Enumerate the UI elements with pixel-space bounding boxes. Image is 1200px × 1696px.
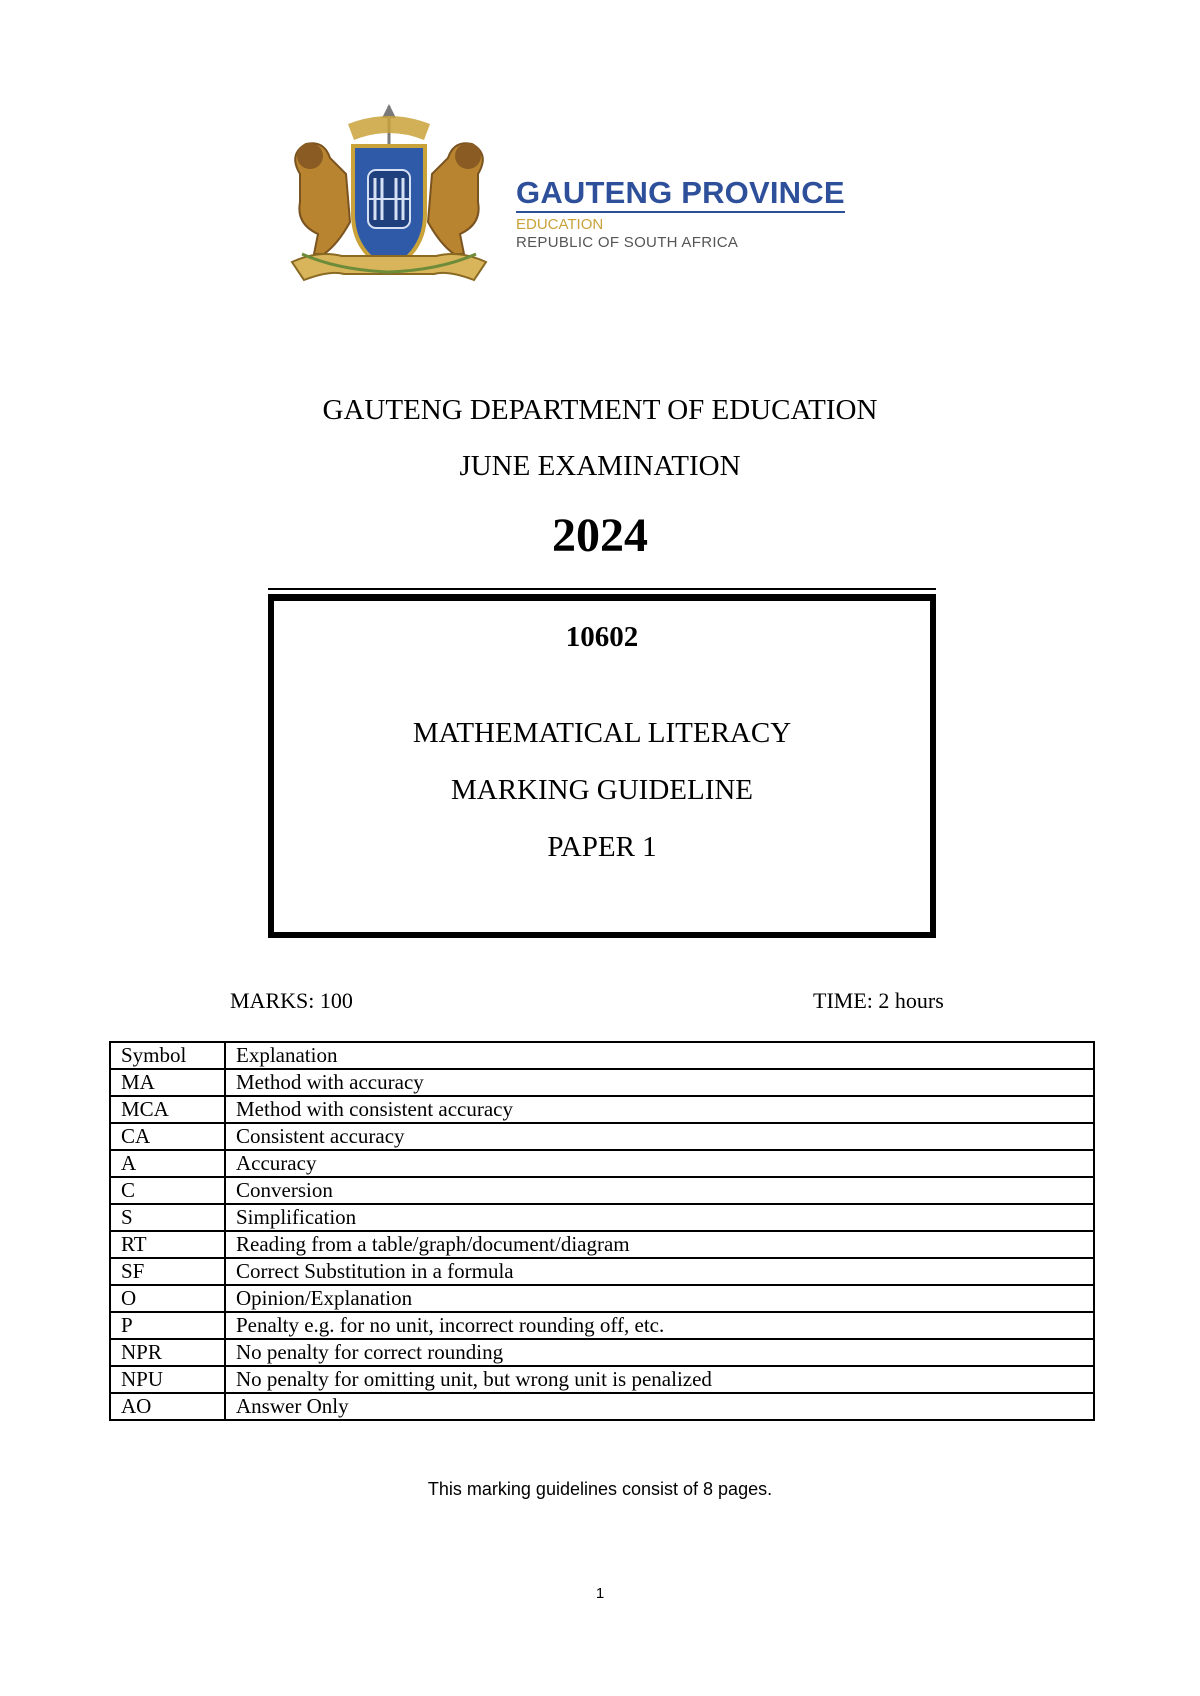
table-row [110,1339,1094,1366]
gauteng-education-logo [278,104,888,290]
page-number: 1 [595,1585,605,1602]
table-row [110,1177,1094,1204]
table-row [110,1204,1094,1231]
symbol-cell: NPU [110,1366,225,1393]
coat-of-arms-icon [278,104,508,290]
table-row [110,1150,1094,1177]
page-count-note: This marking guidelines consist of 8 pages. [427,1479,773,1499]
explanation-cell: Answer Only [225,1393,1094,1420]
explanation-cell: Method with consistent accuracy [225,1096,1094,1123]
marking-symbols-table [109,1041,1095,1421]
table-header-row [110,1042,1094,1069]
table-row [110,1312,1094,1339]
examination-heading: JUNE EXAMINATION [459,450,741,482]
logo-province-name: GAUTENG PROVINCE [516,176,845,213]
exam-year: 2024 [552,509,648,562]
symbol-cell: AO [110,1393,225,1420]
logo-country-name: REPUBLIC OF SOUTH AFRICA [516,234,739,251]
symbol-cell: CA [110,1123,225,1150]
table-row [110,1285,1094,1312]
symbol-cell: MCA [110,1096,225,1123]
explanation-cell: No penalty for correct rounding [225,1339,1094,1366]
logo-department-name: EDUCATION [516,216,604,233]
logo-wordmark [516,176,845,252]
table-row [110,1258,1094,1285]
symbol-cell: C [110,1177,225,1204]
explanation-cell: Simplification [225,1204,1094,1231]
table-row [110,1231,1094,1258]
paper-title-box [268,594,936,938]
table-row [110,1069,1094,1096]
subject-code: 10602 [565,621,639,653]
explanation-cell: Conversion [225,1177,1094,1204]
total-marks: MARKS: 100 [230,988,353,1013]
symbol-cell: SF [110,1258,225,1285]
table-row [110,1096,1094,1123]
symbol-cell: NPR [110,1339,225,1366]
symbol-cell: RT [110,1231,225,1258]
department-heading: GAUTENG DEPARTMENT OF EDUCATION [322,394,878,426]
explanation-cell: Consistent accuracy [225,1123,1094,1150]
table-row [110,1366,1094,1393]
paper-number: PAPER 1 [547,831,657,863]
symbol-cell: S [110,1204,225,1231]
explanation-cell: No penalty for omitting unit, but wrong unit is penalized [225,1366,1094,1393]
explanation-cell: Opinion/Explanation [225,1285,1094,1312]
explanation-cell: Accuracy [225,1150,1094,1177]
column-header-symbol: Symbol [110,1042,225,1069]
table-row [110,1393,1094,1420]
explanation-cell: Correct Substitution in a formula [225,1258,1094,1285]
column-header-explanation: Explanation [225,1042,1094,1069]
symbol-cell: P [110,1312,225,1339]
explanation-cell: Penalty e.g. for no unit, incorrect rounding off, etc. [225,1312,1094,1339]
table-row [110,1123,1094,1150]
exam-duration: TIME: 2 hours [813,988,944,1013]
symbol-cell: MA [110,1069,225,1096]
explanation-cell: Method with accuracy [225,1069,1094,1096]
subject-name: MATHEMATICAL LITERACY [412,717,792,749]
symbol-cell: O [110,1285,225,1312]
document-type: MARKING GUIDELINE [450,774,754,806]
symbol-cell: A [110,1150,225,1177]
explanation-cell: Reading from a table/graph/document/diagram [225,1231,1094,1258]
